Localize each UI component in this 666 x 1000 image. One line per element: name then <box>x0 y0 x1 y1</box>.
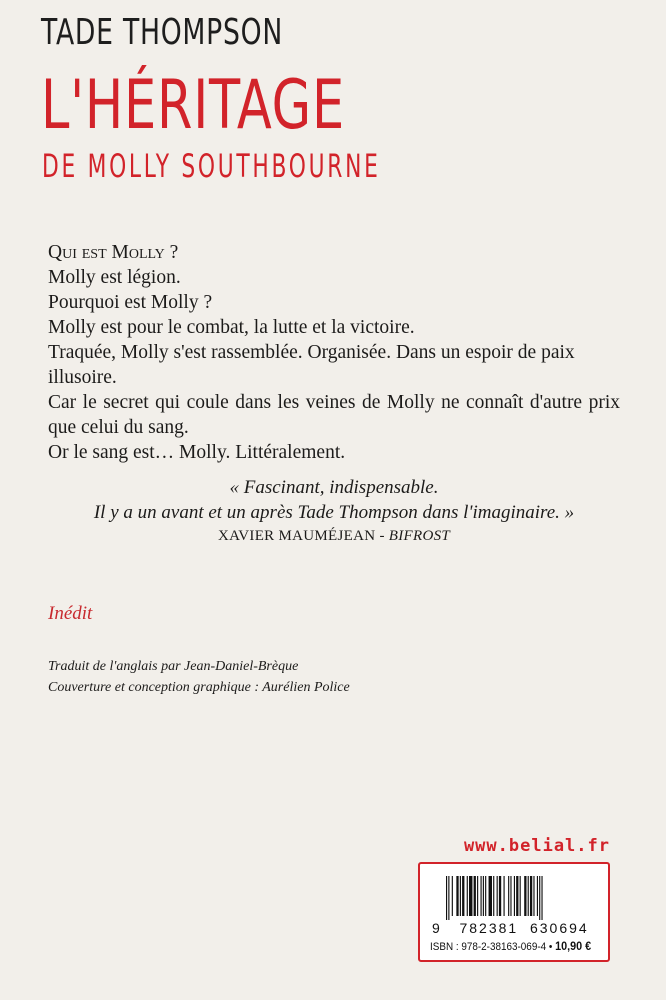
book-title: L'HÉRITAGE <box>41 66 345 145</box>
quote-line-2: Il y a un avant et un après Tade Thompson dans l'imaginaire. » <box>93 502 575 523</box>
press-quote <box>48 475 620 547</box>
quote-author: XAVIER MAUMÉJEAN <box>217 528 376 544</box>
cover-credit: Couverture et conception graphique : Aurélien Police <box>48 680 350 695</box>
blurb-line-4: Molly est pour le combat, la lutte et la victoire. <box>48 317 415 338</box>
author-name: TADE THOMPSON <box>41 12 283 53</box>
blurb-line-5: Traquée, Molly s'est rassemblée. Organisée. Dans un espoir de paix illusoire. <box>48 342 575 388</box>
blurb <box>48 240 620 465</box>
unpublished-badge: Inédit <box>48 603 93 624</box>
blurb-line-7: Or le sang est… Molly. Littéralement. <box>48 442 346 463</box>
barcode-box <box>418 862 610 962</box>
isbn: ISBN : 978-2-38163-069-4 <box>430 941 547 953</box>
price: 10,90 € <box>555 939 592 953</box>
publisher-url[interactable]: www.belial.fr <box>463 836 610 856</box>
ean-number: 9 782381 630694 <box>432 920 589 936</box>
quote-line-1: « Fascinant, indispensable. <box>229 477 439 498</box>
quote-attribution: XAVIER MAUMÉJEAN - BIFROST <box>217 528 451 544</box>
credits <box>48 656 350 698</box>
book-subtitle: DE MOLLY SOUTHBOURNE <box>42 147 381 185</box>
translation-credit: Traduit de l'anglais par Jean-Daniel-Brèque <box>48 659 299 674</box>
blurb-line-3: Pourquoi est Molly ? <box>48 292 213 313</box>
isbn-price-line: ISBN : 978-2-38163-069-4 • 10,90 € <box>430 939 592 953</box>
barcode-icon <box>446 876 598 920</box>
blurb-line-2: Molly est légion. <box>48 267 181 288</box>
blurb-line-6: Car le secret qui coule dans les veines de Molly ne connaît d'autre prix que celui du sang. <box>48 392 620 438</box>
quote-source: BIFROST <box>388 528 451 544</box>
blurb-line-1: Qui est Molly ? <box>48 242 179 263</box>
